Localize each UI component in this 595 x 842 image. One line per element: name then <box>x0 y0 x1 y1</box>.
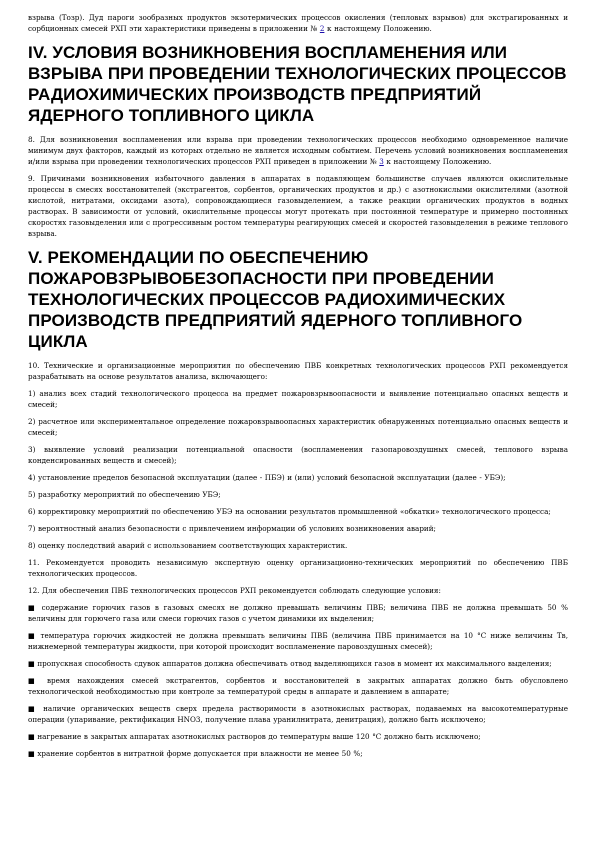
paragraph-8-text-after: к настоящему Положению. <box>383 157 492 166</box>
intro-paragraph <box>28 12 568 34</box>
bullet-organics-exclusion: ■ наличие органических веществ сверх предела растворимости в азотнокислых растворах, подаваемых на высокотемпературные операции (упаривание, ректификация HNO3, получение плава уранилнитрата, денитрация), должно быть исключено; <box>28 704 568 724</box>
document-content <box>28 12 568 765</box>
paragraph-12: 12. Для обеспечения ПВБ технологических процессов РХП рекомендуется соблюдать следующие условия: <box>28 586 441 595</box>
bullet-heating-limit: ■ нагревание в закрытых аппаратах азотнокислых растворов до температуры выше 120 °С должно быть исключено; <box>28 732 481 741</box>
list-item-4: 4) установление пределов безопасной эксплуатации (далее - ПБЭ) и (или) условий безопасной эксплуатации (далее - УБЭ); <box>28 473 506 482</box>
list-item-2: 2) расчетное или экспериментальное определение пожаровзрывоопасных характеристик обнаруженных потенциально опасных веществ и смесей; <box>28 417 568 437</box>
paragraph-11: 11. Рекомендуется проводить независимую экспертную оценку организационно-технических мероприятий по обеспечению ПВБ технологических процессов. <box>28 558 568 578</box>
section-5-heading: V. РЕКОМЕНДАЦИИ ПО ОБЕСПЕЧЕНИЮ ПОЖАРОВЗРЫВОБЕЗОПАСНОСТИ ПРИ ПРОВЕДЕНИИ ТЕХНОЛОГИЧЕСКИХ ПРОЦЕССОВ РАДИОХИМИЧЕСКИХ ПРОИЗВОДСТВ ПРЕДПРИЯТИЙ ЯДЕРНОГО ТОПЛИВНОГО ЦИКЛА <box>28 248 523 351</box>
list-item-6: 6) корректировку мероприятий по обеспечению УБЭ на основании результатов промышленной «обкатки» технологического процесса; <box>28 507 551 516</box>
paragraph-10: 10. Технические и организационные мероприятия по обеспечению ПВБ конкретных технологических процессов РХП рекомендуется разрабатывать на основе результатов анализа, включающего: <box>28 361 568 381</box>
bullet-sorbent-storage: ■ хранение сорбентов в нитратной форме допускается при влажности не менее 50 %; <box>28 749 363 758</box>
paragraph-8 <box>28 134 568 167</box>
bullet-gas-content: ■ содержание горючих газов в газовых смесях не должно превышать величины ПВБ; величина ПВБ не должна превышать 50 % величины для горючего газа или смеси горючих газов с учетом динамики их выделения; <box>28 603 568 623</box>
list-item-8: 8) оценку последствий аварий с использованием соответствующих характеристик. <box>28 541 348 550</box>
list-item-5: 5) разработку мероприятий по обеспечению УБЭ; <box>28 490 221 499</box>
paragraph-9: 9. Причинами возникновения избыточного давления в аппаратах в подавляющем большинстве случаев являются окислительные процессы в смесях восстановителей (экстрагентов, сорбентов, органических продуктов и др.) с азотнокислыми окислителями (азотной кислотой, нитратами, оксидами азота), сопровождающиеся газовыделением, а также реакции органических продуктов в водных растворах. В зависимости от условий, окислительные процессы могут протекать при постоянной температуре и примерно постоянных скоростях газовыделения или с прогрессивным ростом температуры реагирующих смесей и скоростей газовыделения в режиме теплового взрыва. <box>28 174 568 238</box>
list-item-1: 1) анализ всех стадий технологического процесса на предмет пожаровзрывоопасности и выявление потенциально опасных веществ и смесей; <box>28 389 568 409</box>
bullet-vent-capacity: ■ пропускная способность сдувок аппаратов должна обеспечивать отвод выделяющихся газов в момент их максимального выделения; <box>28 659 552 668</box>
bullet-residence-time: ■ время нахождения смесей экстрагентов, сорбентов и восстановителей в закрытых аппаратах должно быть обусловлено технологической необходимостью при контроле за температурой среды в аппарате и давлением в аппарате; <box>28 676 568 696</box>
intro-text-after: к настоящему Положению. <box>324 24 432 33</box>
list-item-3: 3) выявление условий реализации потенциальной опасности (воспламенения газопаровоздушных смесей, теплового взрыва конденсированных веществ и смесей); <box>28 445 568 465</box>
paragraph-8-text-before: 8. Для возникновения воспламенения или взрыва при проведении технологических процессов необходимо одновременное наличие минимум двух факторов, каждый из которых отдельно не является исходным событием. Перечень условий возникновения воспламенения и/или взрыва при проведении технологических процессов РХП приведен в приложении № <box>28 135 568 166</box>
list-item-7: 7) вероятностный анализ безопасности с привлечением информации об условиях возникновения аварий; <box>28 524 436 533</box>
intro-text-before: взрыва (Тозр). Дуд пароги зообразных продуктов экзотермических процессов окисления (тепловых взрывов) для экстрагированных и сорбционных смесей РХП эти характеристики приведены в приложении № <box>28 13 568 33</box>
section-4-heading: IV. УСЛОВИЯ ВОЗНИКНОВЕНИЯ ВОСПЛАМЕНЕНИЯ ИЛИ ВЗРЫВА ПРИ ПРОВЕДЕНИИ ТЕХНОЛОГИЧЕСКИХ ПРОЦЕССОВ РАДИОХИМИЧЕСКИХ ПРОИЗВОДСТВ ПРЕДПРИЯТИЙ ЯДЕРНОГО ТОПЛИВНОГО ЦИКЛА <box>28 43 567 125</box>
appendix-2-link[interactable]: 2 <box>319 24 325 33</box>
bullet-liquid-temperature: ■ температура горючих жидкостей не должна превышать величины ПВБ (величина ПВБ принимается на 10 °С ниже величины Тв, нижнемерной температуры жидкости, при которой происходит воспламенение паровоздушных смесей); <box>28 631 568 651</box>
appendix-3-link[interactable]: 3 <box>379 157 384 166</box>
